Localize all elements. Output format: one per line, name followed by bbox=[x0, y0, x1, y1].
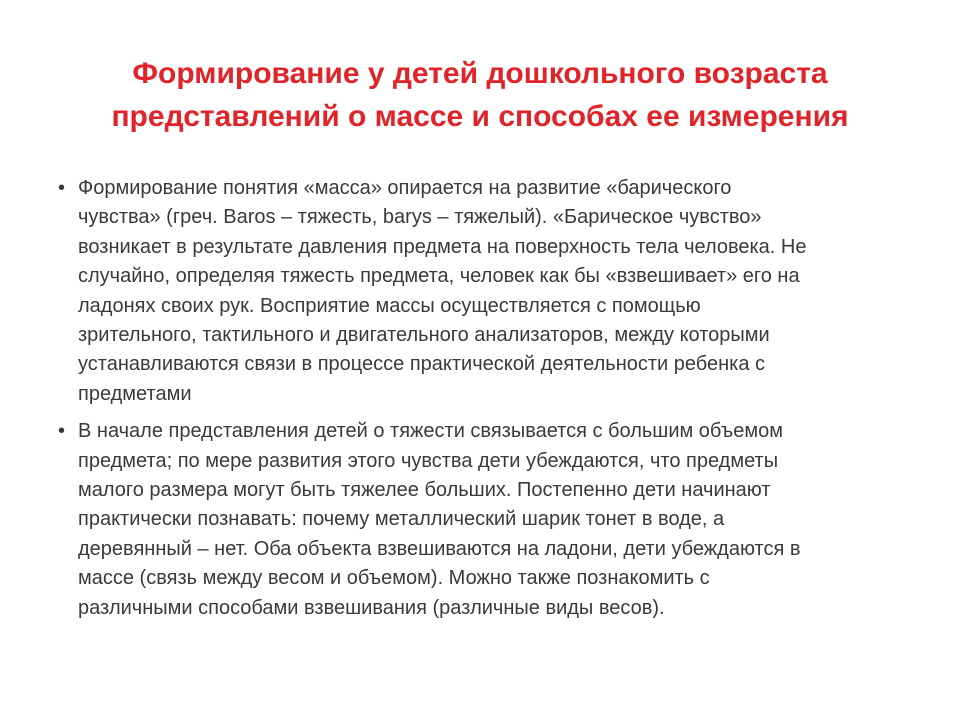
bullet-text-line: случайно, определяя тяжесть предмета, человек как бы «взвешивает» его на bbox=[78, 265, 800, 288]
bullet-text-line: массе (связь между весом и объемом). Можно также познакомить с bbox=[78, 567, 710, 590]
bullet-text-line: устанавливаются связи в процессе практической деятельности ребенка с bbox=[78, 353, 766, 376]
bullet-text-line: Формирование понятия «масса» опирается на развитие «барического bbox=[78, 177, 732, 199]
bullet-text-line: ладонях своих рук. Восприятие массы осуществляется с помощью bbox=[78, 294, 701, 317]
bullet-text-line: зрительного, тактильного и двигательного анализаторов, между которыми bbox=[78, 324, 770, 347]
bullet-text-line: различными способами взвешивания (различные виды весов). bbox=[78, 596, 665, 619]
bullet-text-line: В начале представления детей о тяжести связывается с большим объемом bbox=[78, 420, 783, 443]
bullet-item bbox=[58, 174, 908, 409]
bullet-text-line: предметами bbox=[78, 382, 192, 405]
bullet-text-line: практически познавать: почему металлический шарик тонет в воде, а bbox=[78, 508, 725, 531]
slide-title-line: представлений о массе и способах ее измерения bbox=[111, 100, 849, 133]
bullet-item bbox=[58, 417, 908, 623]
slide-title-line: Формирование у детей дошкольного возраста bbox=[132, 57, 828, 90]
bullet-list bbox=[58, 174, 908, 631]
bullet-text-line: деревянный – нет. Оба объекта взвешиваются на ладони, дети убеждаются в bbox=[78, 537, 801, 560]
bullet-marker: • bbox=[58, 420, 66, 443]
bullet-text-line: предмета; по мере развития этого чувства дети убеждаются, что предметы bbox=[78, 449, 779, 472]
bullet-text-line: малого размера могут быть тяжелее больших. Постепенно дети начинают bbox=[78, 479, 771, 502]
bullet-marker: • bbox=[58, 177, 66, 199]
slide-title bbox=[60, 52, 900, 138]
bullet-text-line: возникает в результате давления предмета на поверхность тела человека. Не bbox=[78, 235, 807, 258]
bullet-text-line: чувства» (греч. Baros – тяжесть, barys – тяжелый). «Барическое чувство» bbox=[78, 206, 762, 229]
